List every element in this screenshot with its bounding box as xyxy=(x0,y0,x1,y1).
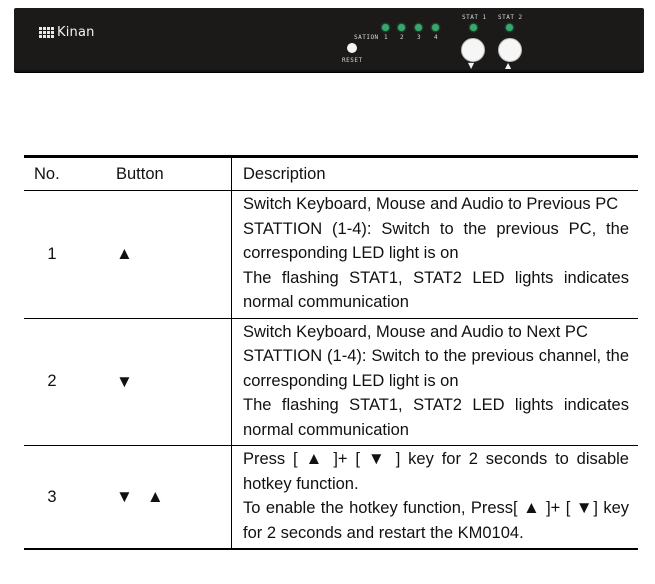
station-number-2: 2 xyxy=(400,34,405,41)
down-triangle-icon: ▼ xyxy=(367,449,388,468)
table-row xyxy=(24,318,638,446)
reset-button[interactable] xyxy=(347,43,357,53)
station-number-1: 1 xyxy=(384,34,389,41)
stat2-label: STAT 2 xyxy=(498,14,523,21)
description-cell xyxy=(232,318,639,446)
description-text: Switch Keyboard, Mouse and Audio to Next PC xyxy=(243,322,588,341)
header-description: Description xyxy=(232,157,639,191)
row-number: 3 xyxy=(47,487,57,506)
stat1-led xyxy=(470,24,477,31)
stat2-led xyxy=(506,24,513,31)
up-triangle-icon: ▲ xyxy=(305,449,326,468)
row-number: 1 xyxy=(47,244,57,263)
description-cell xyxy=(232,446,639,550)
down-triangle-icon: ▼ xyxy=(116,371,133,391)
button-cell xyxy=(104,191,232,319)
table-row xyxy=(24,446,638,550)
description-text: The flashing STAT1, STAT2 LED lights indicates normal communication xyxy=(243,268,629,311)
header-no: No. xyxy=(24,157,104,191)
description-text: The flashing STAT1, STAT2 LED lights indicates normal communication xyxy=(243,396,629,439)
up-triangle-icon: ▲ xyxy=(116,244,133,264)
up-arrow-icon: ▲ xyxy=(505,61,512,70)
description-text: Switch Keyboard, Mouse and Audio to Previous PC xyxy=(243,195,619,213)
stat1-previous-button[interactable] xyxy=(461,38,485,62)
down-arrow-icon: ▼ xyxy=(468,61,475,70)
station-led-4 xyxy=(432,24,439,31)
station-led-2 xyxy=(398,24,405,31)
table-row xyxy=(24,191,638,319)
reset-label: RESET xyxy=(342,57,363,64)
header-button: Button xyxy=(104,157,232,191)
brand-logo xyxy=(39,25,95,40)
description-text: Press [ ▲ ]+ [ ▼ ] key for 2 seconds to disable hotkey function. xyxy=(243,449,629,493)
stat1-label: STAT 1 xyxy=(462,14,487,21)
button-function-table xyxy=(24,155,638,550)
description-text: STATTION (1-4): Switch to the previous PC, the corresponding LED light is on xyxy=(243,219,629,262)
description-text: To enable the hotkey function, Press[ ▲ ]+ [ ▼] key for 2 seconds and restart the KM0104. xyxy=(243,498,630,542)
down-triangle-icon: ▼ xyxy=(116,487,133,506)
device-front-panel xyxy=(14,8,644,72)
station-number-4: 4 xyxy=(434,34,439,41)
up-triangle-icon: ▲ xyxy=(146,487,164,506)
description-cell xyxy=(232,191,639,319)
button-cell xyxy=(104,318,232,446)
up-triangle-icon: ▲ xyxy=(523,498,541,517)
row-number: 2 xyxy=(47,372,57,391)
station-led-1 xyxy=(382,24,389,31)
stat2-next-button[interactable] xyxy=(498,38,522,62)
button-cell xyxy=(104,446,232,550)
station-led-3 xyxy=(415,24,422,31)
brand-name: Kinan xyxy=(57,25,95,40)
description-text: STATTION (1-4): Switch to the previous channel, the corresponding LED light is on xyxy=(243,347,629,390)
logo-grid-icon xyxy=(39,27,54,38)
down-triangle-icon: ▼ xyxy=(575,498,594,517)
table-header-row xyxy=(24,157,638,191)
station-label: SATION xyxy=(354,34,379,41)
station-number-3: 3 xyxy=(417,34,422,41)
